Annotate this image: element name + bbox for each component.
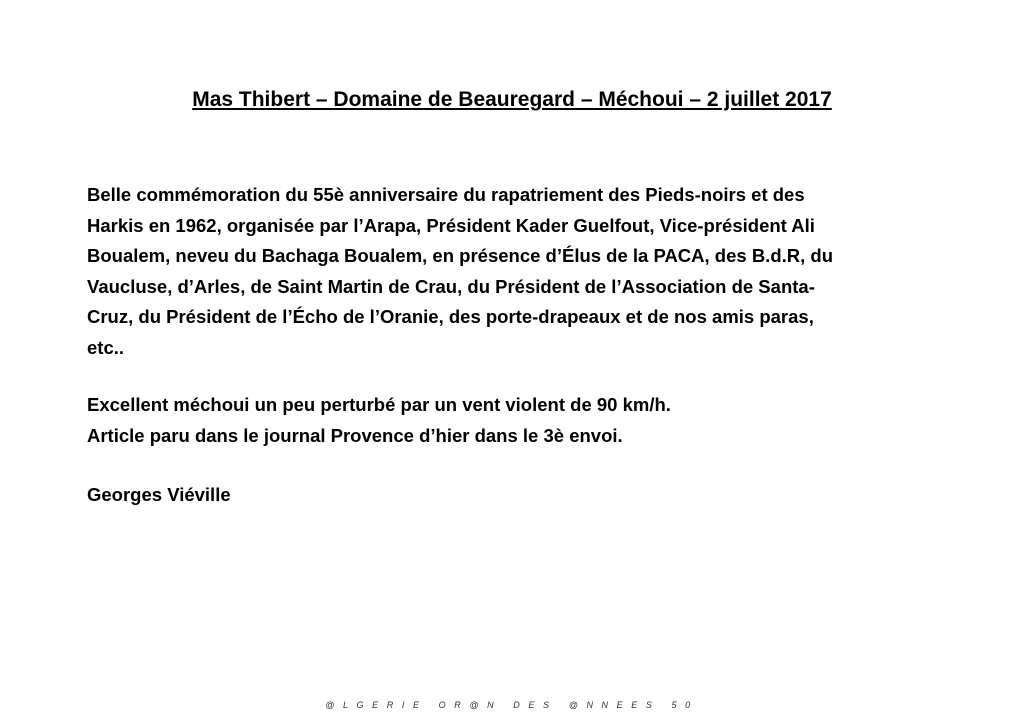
paragraph-line: Article paru dans le journal Provence d’hier dans le 3è envoi. <box>87 424 623 446</box>
page-footer: @LGERIE OR@N DES @NNEES 50 <box>325 700 699 710</box>
paragraph-mechoui <box>87 390 937 451</box>
paragraph-line: Belle commémoration du 55è anniversaire du rapatriement des Pieds-noirs et des <box>87 184 805 205</box>
paragraph-line: Vaucluse, d’Arles, de Saint Martin de Crau, du Président de l’Association de Santa- <box>87 275 815 297</box>
paragraph-line: Boualem, neveu du Bachaga Boualem, en présence d’Élus de la PACA, des B.d.R, du <box>87 245 834 266</box>
paragraph-line: etc.. <box>87 336 125 358</box>
document-title: Mas Thibert – Domaine de Beauregard – Méchoui – 2 juillet 2017 <box>192 88 832 111</box>
paragraph-line: Harkis en 1962, organisée par l’Arapa, Président Kader Guelfout, Vice-président Ali <box>87 214 815 236</box>
paragraph-commemoration <box>87 180 937 363</box>
paragraph-line: Cruz, du Président de l’Écho de l’Oranie, des porte-drapeaux et de nos amis paras, <box>87 306 814 327</box>
signature: Georges Viéville <box>87 484 231 505</box>
paragraph-line: Excellent méchoui un peu perturbé par un vent violent de 90 km/h. <box>87 394 671 415</box>
